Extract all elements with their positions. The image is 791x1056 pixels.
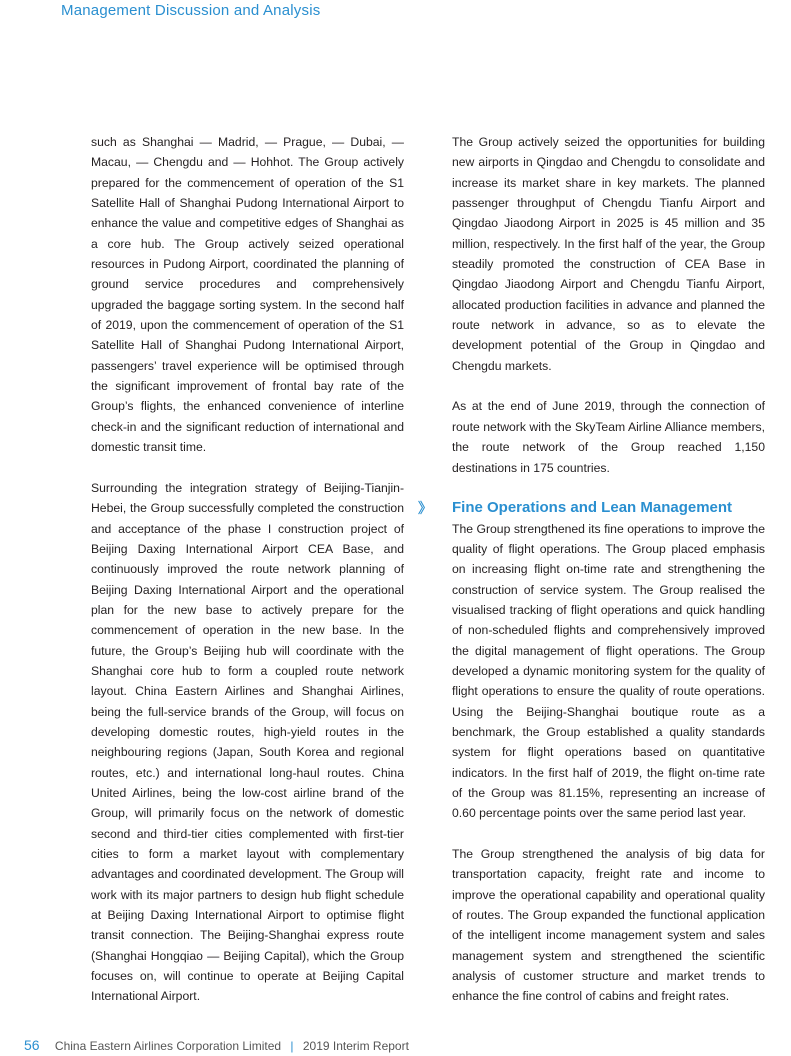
section-paragraph-2: The Group strengthened the analysis of big data for transportation capacity, freight rate and income to improve the operational capability and operational quality of routes. The Group expanded the functional application of the intelligent income management system and sales management system and strengthened the scientific analysis of customer structure and market trends to enhance the fine control of cabins and freight rates. <box>452 847 765 1004</box>
right-column <box>418 132 765 1027</box>
header-section-title: Management Discussion and Analysis <box>61 2 321 19</box>
footer-report-name: 2019 Interim Report <box>302 1039 409 1053</box>
page-number: 56 <box>24 1037 40 1053</box>
footer-company-name: China Eastern Airlines Corporation Limited <box>54 1039 282 1053</box>
right-paragraph-1: The Group actively seized the opportunities for building new airports in Qingdao and Chengdu to consolidate and increase its market share in key markets. The planned passenger throughput of Chengdu Tianfu Airport and Qingdao Jiaodong Airport in 2025 is 45 million and 35 million, respectively. In the first half of the year, the Group steadily promoted the construction of CEA Base in Qingdao Jiaodong Airport and Chengdu Tianfu Airport, allocated production facilities in advance and planned the route network in advance, so as to elevate the development potential of the Group in Qingdao and Chengdu markets. <box>452 135 765 373</box>
double-chevron-right-icon: 》 <box>418 500 432 517</box>
right-paragraph-2: As at the end of June 2019, through the connection of route network with the SkyTeam Airline Alliance members, the route network of the Group reached 1,150 destinations in 175 countries. <box>452 399 765 475</box>
section-heading <box>418 498 765 518</box>
section-fine-operations <box>418 498 765 1007</box>
section-heading-text: Fine Operations and Lean Management <box>452 499 733 517</box>
page-footer <box>24 1037 409 1053</box>
left-column <box>91 132 404 1027</box>
section-paragraph-1: The Group strengthened its fine operations to improve the quality of flight operations. The Group placed emphasis on increasing flight on-time rate and strengthening the construction of service system. The Group realised the visualised tracking of flight operations and quick handling of non-scheduled flights and comprehensively improved the digital management of flight operations. The Group developed a dynamic monitoring system for the quality of flight operations to ensure the quality of route operations. Using the Beijing-Shanghai boutique route as a benchmark, the Group established a quality standards system for flight operations based on quantitative indicators. In the first half of 2019, the flight on-time rate of the Group was 81.15%, representing an increase of 0.60 percentage points over the same period last year. <box>452 521 765 821</box>
left-paragraph-2: Surrounding the integration strategy of Beijing-Tianjin-Hebei, the Group successfully completed the construction and acceptance of the phase I construction project of Beijing Daxing International Airport CEA Base, and continuously improved the route network planning of Beijing Daxing International Airport and the operational plan for the new base to actively prepare for the commencement of operation in the new base. In the future, the Group’s Beijing hub will coordinate with the Shanghai core hub to form a coupled route network layout. China Eastern Airlines and Shanghai Airlines, being the full-service brands of the Group, will focus on developing domestic routes, high-yield routes in the neighbouring regions (Japan, South Korea and regional routes, etc.) and international long-haul routes. China United Airlines, being the low-cost airline brand of the Group, will primarily focus on the network of domestic second and third-tier cities complemented with first-tier cities to form a market layout with complementary advantages and coordinated development. The Group will work with its major partners to design hub flight schedule at Beijing Daxing International Airport to optimise flight transit connection. The Beijing-Shanghai express route (Shanghai Hongqiao — Beijing Capital), which the Group focuses on, will continue to operate at Beijing Capital International Airport. <box>91 480 404 1004</box>
footer-separator: | <box>290 1039 294 1053</box>
left-paragraph-1: such as Shanghai — Madrid, — Prague, — Dubai, — Macau, — Chengdu and — Hohhot. The Group actively prepared for the commencement of operation of the S1 Satellite Hall of Shanghai Pudong International Airport to enhance the value and competitive edges of Shanghai as a core hub. The Group actively seized operational resources in Pudong Airport, coordinated the planning of ground service procedures and comprehensively upgraded the baggage sorting system. In the second half of 2019, upon the commencement of operation of the S1 Satellite Hall of Shanghai Pudong International Airport, passengers’ travel experience will be optimised through the significant improvement of frontal bay rate of the Group’s flights, the enhanced convenience of interline check-in and the significant reduction of international and domestic transit time. <box>91 135 404 455</box>
